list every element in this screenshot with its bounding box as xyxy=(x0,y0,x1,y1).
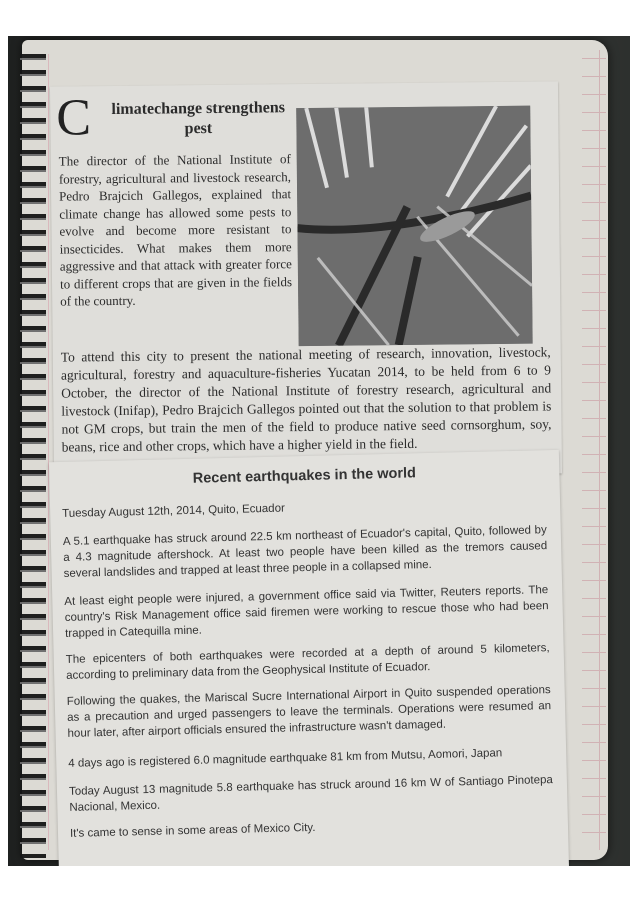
earthquake-paragraph: It's came to sense in some areas of Mexico City. xyxy=(69,821,316,840)
earthquakes-printout xyxy=(49,450,569,866)
earthquakes-title: Recent earthquakes in the world xyxy=(192,465,417,487)
article-intro: The director of the National Institute of forestry, agricultural and livestock research, Pedro Brajcich Gallegos, explained that climate change has allowed some pests to evolve and become more resistant to insecticides. What makes them more aggressive and that attack with greater force to different crops that are given in the fields of the country. xyxy=(58,151,293,309)
article-body: To attend this city to present the national meeting of research, innovation, livestock, agricultural, forestry and aquaculture-fisheries Yucatan 2014, to be held from 6 to 9 October, the director of the National Institute of forestry research, agricultural and livestock (Inifap), Pedro Brajcich Gallegos pointed out that the solution to that problem is not GM crops, but train the men of the field to produce native seed cornsorghum, soy, beans, rice and other crops, which have a higher yield in the field. xyxy=(60,344,552,455)
spiral-binding xyxy=(20,48,46,858)
grid-paper-edge xyxy=(582,50,606,850)
drop-cap: C xyxy=(55,89,92,147)
earthquake-paragraph: 4 days ago is registered 6.0 magnitude earthquake 81 km from Mutsu, Aomori, Japan xyxy=(68,747,503,770)
article-title: limatechange strengthens pest xyxy=(111,99,286,138)
article-clipping xyxy=(50,81,562,478)
earthquake-paragraph: A 5.1 earthquake has struck around 22.5 km northeast of Ecuador's capital, Quito, followed by a 4.3 magnitude aftershock. At least two people have been killed as the tremors caused several landslides and trapped at least three people in a collapsed mine. xyxy=(62,524,548,580)
earthquakes-date: Tuesday August 12th, 2014, Quito, Ecuador xyxy=(62,502,285,520)
notebook-photo xyxy=(8,36,630,866)
earthquake-paragraph: Following the quakes, the Mariscal Sucre International Airport in Quito suspended operations as a precaution and urged passengers to leave the terminals. Operations were resumed an hour later, after airport officials ensured the infrastructure wasn't damaged. xyxy=(66,684,552,740)
palm-pest-image xyxy=(296,106,532,346)
earthquake-paragraph: At least eight people were injured, a government office said via Twitter, Reuters reports. The country's Risk Management office said firemen were working to rescue those who had been trapped in Catequilla mine. xyxy=(64,584,549,640)
pest-photo xyxy=(296,106,532,346)
earthquake-paragraph: The epicenters of both earthquakes were recorded at a depth of around 5 kilometers, according to preliminary data from the Geophysical Institute of Ecuador. xyxy=(65,642,550,682)
margin-line xyxy=(48,54,49,850)
earthquake-paragraph: Today August 13 magnitude 5.8 earthquake has struck around 16 km W of Santiago Pinotepa Nacional, Mexico. xyxy=(68,774,554,814)
